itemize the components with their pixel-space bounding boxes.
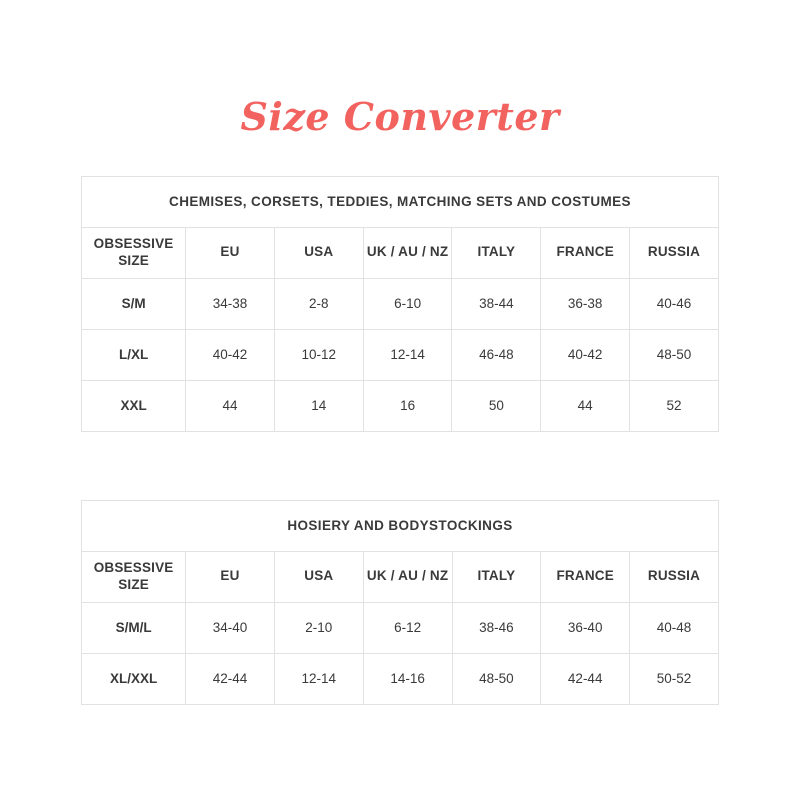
row-label: XXL <box>82 380 186 431</box>
page-title: Size Converter <box>240 94 560 139</box>
table-row <box>82 278 719 329</box>
table-row <box>82 653 719 704</box>
cell-eu: 34-38 <box>186 278 275 329</box>
cell-russia: 52 <box>630 380 719 431</box>
row-label: S/M/L <box>82 602 186 653</box>
column-header-italy: ITALY <box>452 551 541 602</box>
cell-france: 44 <box>541 380 630 431</box>
column-header-russia: RUSSIA <box>630 227 719 278</box>
cell-eu: 34-40 <box>186 602 275 653</box>
cell-italy: 48-50 <box>452 653 541 704</box>
size-table-hosiery <box>81 500 719 705</box>
cell-uk-au-nz: 12-14 <box>363 329 452 380</box>
cell-usa: 10-12 <box>274 329 363 380</box>
column-header-usa: USA <box>274 551 363 602</box>
column-header-russia: RUSSIA <box>630 551 719 602</box>
cell-italy: 46-48 <box>452 329 541 380</box>
cell-usa: 2-8 <box>274 278 363 329</box>
column-header-italy: ITALY <box>452 227 541 278</box>
cell-france: 36-38 <box>541 278 630 329</box>
column-header-usa: USA <box>274 227 363 278</box>
cell-usa: 12-14 <box>274 653 363 704</box>
cell-eu: 40-42 <box>186 329 275 380</box>
table-header-row <box>82 551 719 602</box>
table-caption-row <box>82 176 719 227</box>
table-caption: HOSIERY AND BODYSTOCKINGS <box>82 500 719 551</box>
row-label: XL/XXL <box>82 653 186 704</box>
table-caption-row <box>82 500 719 551</box>
cell-france: 40-42 <box>541 329 630 380</box>
table-row <box>82 602 719 653</box>
cell-uk-au-nz: 6-12 <box>363 602 452 653</box>
cell-russia: 48-50 <box>630 329 719 380</box>
table-caption: CHEMISES, CORSETS, TEDDIES, MATCHING SETS AND COSTUMES <box>82 176 719 227</box>
cell-italy: 50 <box>452 380 541 431</box>
cell-uk-au-nz: 6-10 <box>363 278 452 329</box>
column-header-uk-au-nz: UK / AU / NZ <box>363 227 452 278</box>
column-header-france: FRANCE <box>541 551 630 602</box>
cell-eu: 42-44 <box>186 653 275 704</box>
cell-russia: 40-46 <box>630 278 719 329</box>
table-row <box>82 380 719 431</box>
size-table-apparel <box>81 176 719 432</box>
cell-usa: 2-10 <box>274 602 363 653</box>
column-header-obsessive-size: OBSESSIVE SIZE <box>82 227 186 278</box>
cell-russia: 50-52 <box>630 653 719 704</box>
cell-russia: 40-48 <box>630 602 719 653</box>
column-header-eu: EU <box>186 227 275 278</box>
cell-uk-au-nz: 14-16 <box>363 653 452 704</box>
cell-uk-au-nz: 16 <box>363 380 452 431</box>
table-row <box>82 329 719 380</box>
cell-italy: 38-46 <box>452 602 541 653</box>
cell-france: 42-44 <box>541 653 630 704</box>
cell-italy: 38-44 <box>452 278 541 329</box>
table-header-row <box>82 227 719 278</box>
column-header-france: FRANCE <box>541 227 630 278</box>
row-label: L/XL <box>82 329 186 380</box>
row-label: S/M <box>82 278 186 329</box>
cell-france: 36-40 <box>541 602 630 653</box>
cell-eu: 44 <box>186 380 275 431</box>
column-header-eu: EU <box>186 551 275 602</box>
column-header-uk-au-nz: UK / AU / NZ <box>363 551 452 602</box>
cell-usa: 14 <box>274 380 363 431</box>
column-header-obsessive-size: OBSESSIVE SIZE <box>82 551 186 602</box>
